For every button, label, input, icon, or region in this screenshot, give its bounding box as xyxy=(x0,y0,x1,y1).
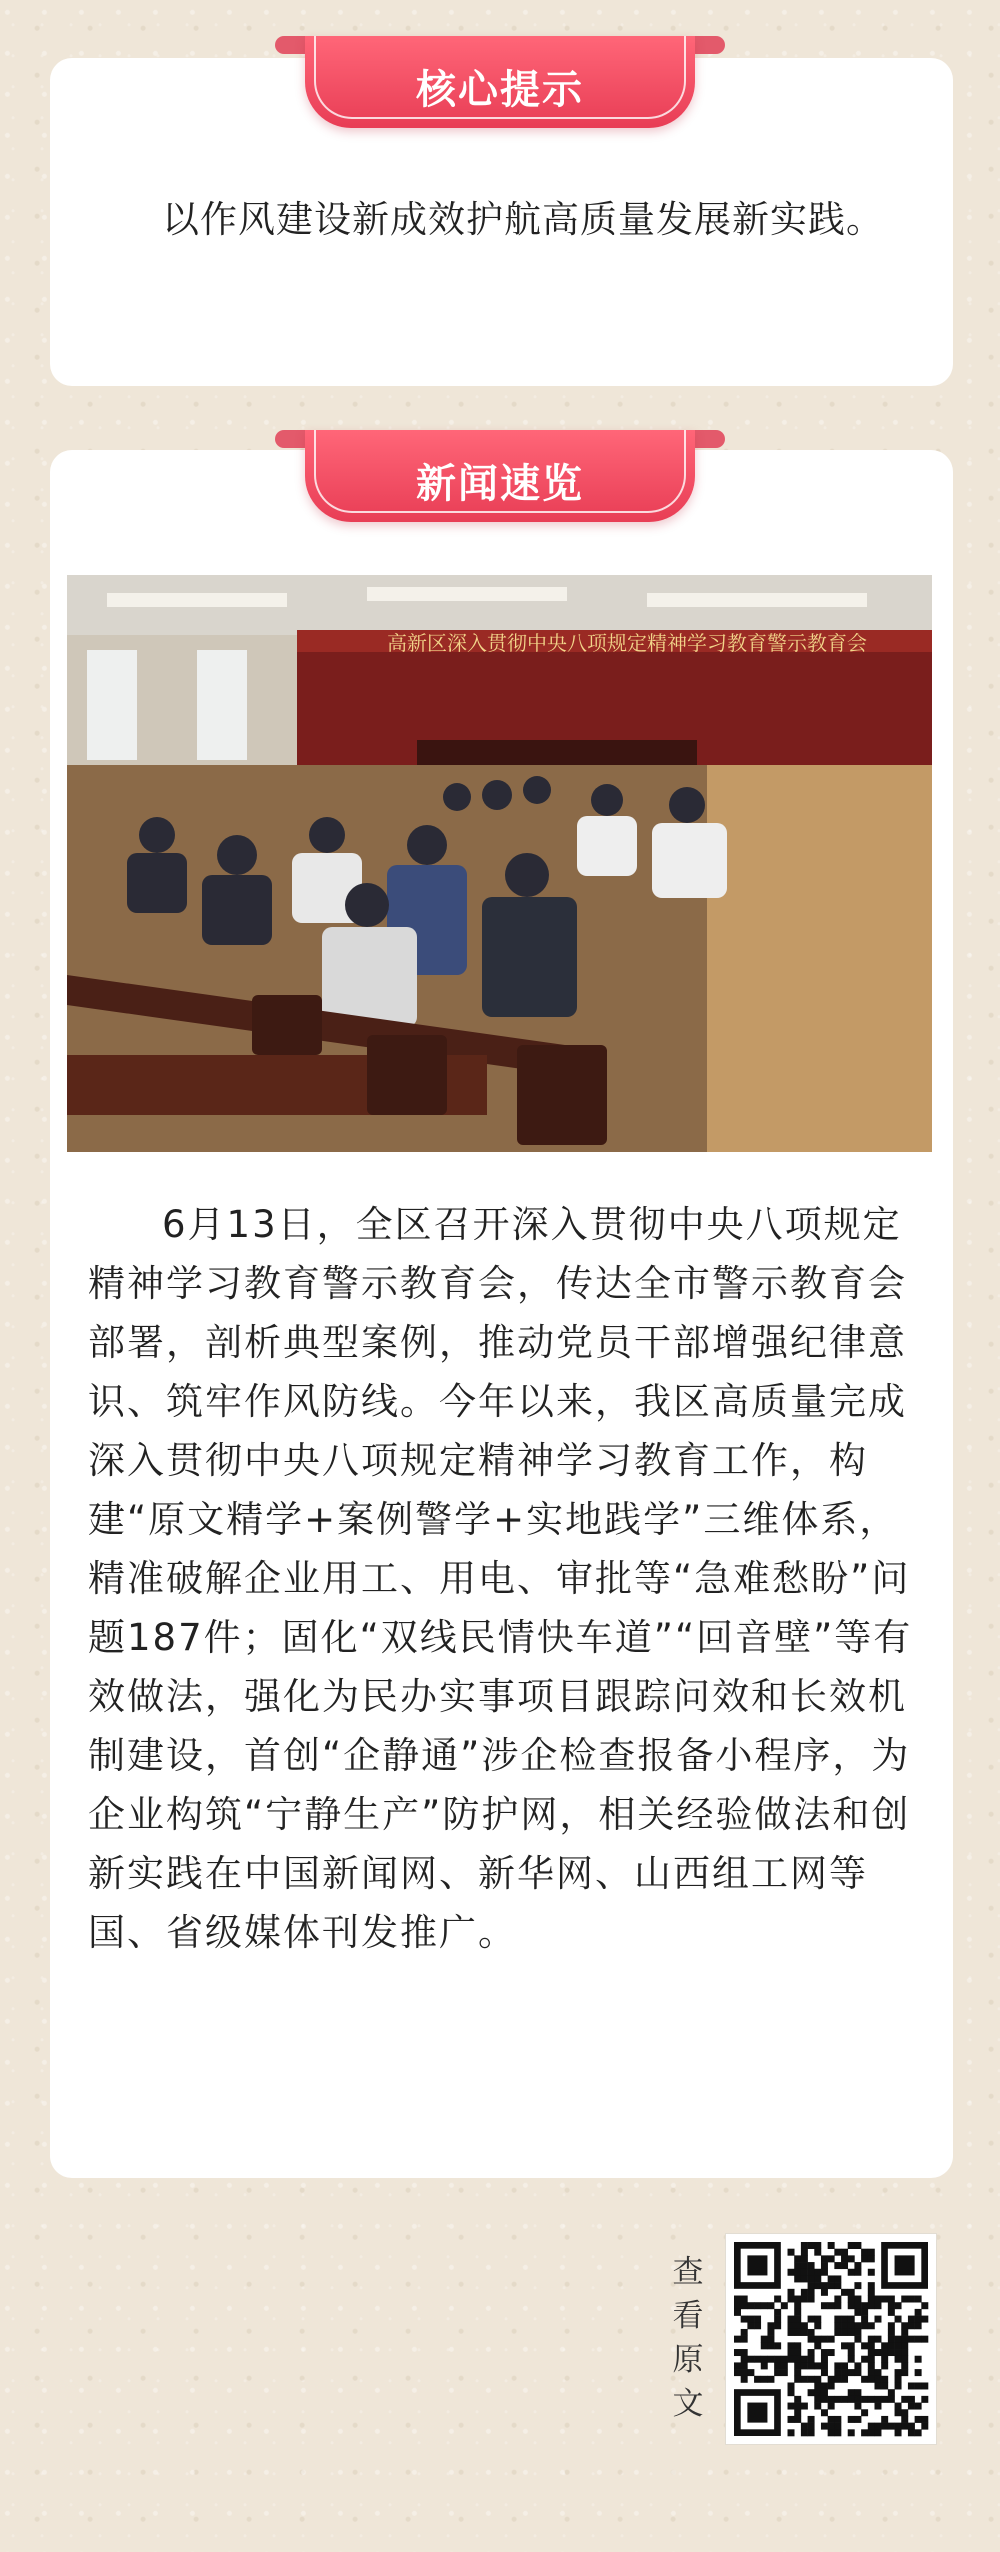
qr-label-char: 文 xyxy=(672,2386,704,2422)
meeting-photo xyxy=(67,575,932,1152)
qr-label-char: 原 xyxy=(672,2342,704,2378)
core-tip-banner xyxy=(305,36,695,128)
qr-code-icon[interactable] xyxy=(725,2233,937,2445)
news-body-text: 6月13日，全区召开深入贯彻中央八项规定精神学习教育警示教育会，传达全市警示教育会部署，剖析典型案例，推动党员干部增强纪律意识、筑牢作风防线。今年以来，我区高质量完成深入贯彻中央八项规定精神学习教育工作，构建“原文精学+案例警学+实地践学”三维体系，精准破解企业用工、用电、审批等“急难愁盼”问题187件；固化“双线民情快车道”“回音壁”等有效做法，强化为民办实事项目跟踪问效和长效机制建设，首创“企静通”涉企检查报备小程序，为企业构筑“宁静生产”防护网，相关经验做法和创新实践在中国新闻网、新华网、山西组工网等国、省级媒体刊发推广。 xyxy=(88,1203,913,1954)
meeting-scene xyxy=(67,575,932,1152)
qr-code-graphic xyxy=(726,2234,936,2444)
view-original-label xyxy=(668,2250,708,2426)
qr-label-char: 看 xyxy=(672,2298,704,2334)
news-banner xyxy=(305,430,695,522)
qr-label-char: 查 xyxy=(672,2254,704,2290)
banner-title: 新闻速览 xyxy=(416,461,584,507)
summary-text: 以作风建设新成效护航高质量发展新实践。 xyxy=(162,198,884,241)
banner-title: 核心提示 xyxy=(416,67,584,113)
wall-banner-text: 高新区深入贯彻中央八项规定精神学习教育警示教育会 xyxy=(387,631,867,655)
